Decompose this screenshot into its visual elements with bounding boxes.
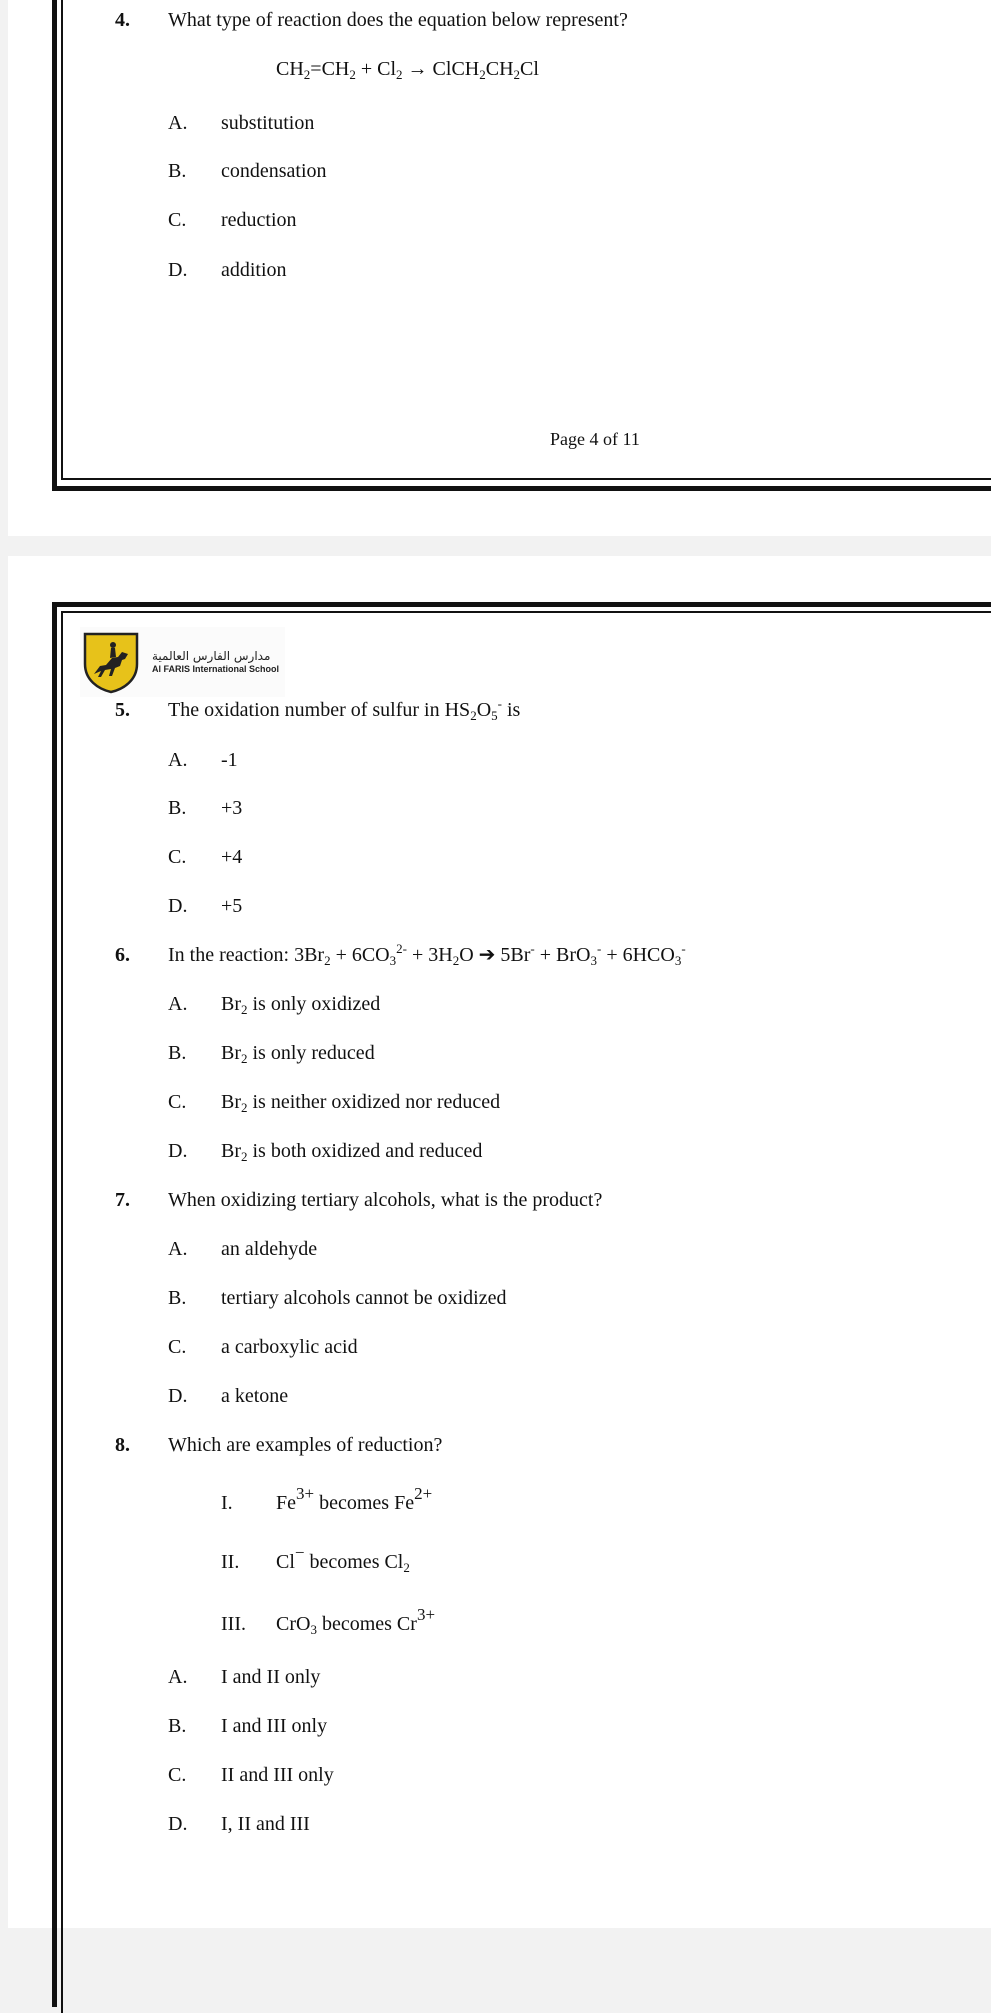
school-name-arabic: مدارس الفارس العالمية (152, 649, 271, 663)
page-number-footer: Page 4 of 11 (550, 429, 640, 449)
option-text: I and III only (221, 1715, 328, 1737)
statement-numeral: I. (221, 1492, 233, 1514)
option-text: +4 (221, 846, 243, 868)
option-text: II and III only (221, 1764, 334, 1786)
option-text: -1 (221, 749, 238, 771)
option-text: a ketone (221, 1385, 289, 1407)
option-text: addition (221, 259, 287, 281)
option-text: +5 (221, 895, 243, 917)
question-text: What type of reaction does the equation below represent? (168, 9, 628, 31)
option-letter: C. (168, 1336, 187, 1358)
equation: $CH_2=CH_2 + Cl_2$ → $ClCH_2CH_2Cl$ (276, 58, 539, 82)
option-letter: C. (168, 1764, 187, 1786)
option-letter: C. (168, 209, 187, 231)
school-logo (80, 627, 285, 697)
option-letter: A. (168, 1238, 188, 1260)
option-letter: D. (168, 895, 188, 917)
option-letter: C. (168, 846, 187, 868)
option-text: I, II and III (221, 1813, 310, 1835)
option-letter: B. (168, 1287, 187, 1309)
option-text: reduction (221, 209, 297, 231)
option-letter: D. (168, 1813, 188, 1835)
option-text: tertiary alcohols cannot be oxidized (221, 1287, 507, 1309)
option-letter: D. (168, 1385, 188, 1407)
statement-text: $Fe^{3+}$ becomes $Fe^{2+}$ (276, 1484, 433, 1514)
option-text: $Br_2$ is both oxidized and reduced (221, 1140, 483, 1164)
question-number: 5. (115, 699, 130, 721)
question-number: 6. (115, 944, 130, 966)
horse-rider-crest-icon (82, 630, 140, 694)
statement-text: Cl− becomes $Cl_2$ (276, 1543, 410, 1575)
option-text: $Br_2$ is neither oxidized nor reduced (221, 1091, 501, 1115)
option-text: I and II only (221, 1666, 321, 1688)
question-text: When oxidizing tertiary alcohols, what is the product? (168, 1189, 603, 1211)
school-name-english: Al FARIS International School (152, 664, 280, 674)
exam-page-5 (8, 556, 991, 1928)
option-text: an aldehyde (221, 1238, 318, 1260)
question-number: 8. (115, 1434, 130, 1456)
question-number: 7. (115, 1189, 130, 1211)
option-letter: A. (168, 749, 188, 771)
option-text: $Br_2$ is only oxidized (221, 993, 381, 1017)
option-letter: B. (168, 1715, 187, 1737)
option-letter: A. (168, 112, 188, 134)
statement-numeral: II. (221, 1551, 240, 1573)
option-letter: A. (168, 993, 188, 1015)
statement-text: CrO$_3$ becomes $Cr^{3+}$ (276, 1605, 436, 1637)
option-letter: D. (168, 259, 188, 281)
option-letter: C. (168, 1091, 187, 1113)
option-letter: D. (168, 1140, 188, 1162)
option-text: $Br_2$ is only reduced (221, 1042, 375, 1066)
option-letter: B. (168, 160, 187, 182)
option-text: +3 (221, 797, 243, 819)
statement-numeral: III. (221, 1613, 246, 1635)
option-text: condensation (221, 160, 327, 182)
option-text: substitution (221, 112, 315, 134)
option-letter: B. (168, 1042, 187, 1064)
option-letter: B. (168, 797, 187, 819)
question-text: In the reaction: $3Br_2 + 6CO_3^{2-} + 3H_2O$ ➔ $5Br^- + BrO_3^- + 6HCO_3^-$ (168, 941, 686, 968)
page-border-inner (61, 611, 991, 2013)
question-text: The oxidation number of sulfur in $HS_2O_5^-$ is (168, 696, 521, 723)
question-text: Which are examples of reduction? (168, 1434, 443, 1456)
option-letter: A. (168, 1666, 188, 1688)
option-text: a carboxylic acid (221, 1336, 358, 1358)
question-number: 4. (115, 9, 130, 31)
